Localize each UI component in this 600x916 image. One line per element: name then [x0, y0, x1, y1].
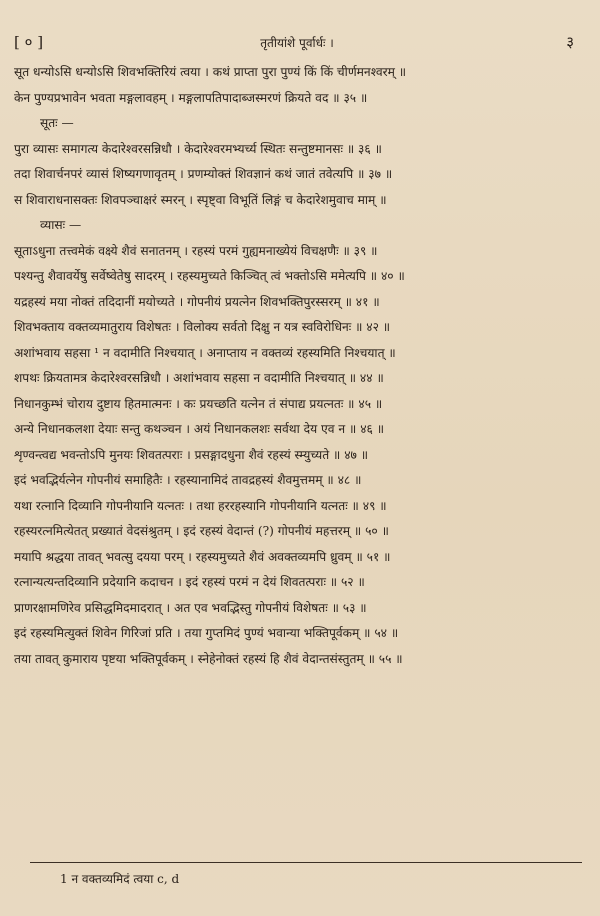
- verse-line: इदं रहस्यमित्युक्तं शिवेन गिरिजां प्रति । तया गुप्तमिदं पुण्यं भवान्या भक्तिपूर्वकम् ॥ ५४ ॥: [14, 626, 399, 640]
- verse-line: मयापि श्रद्धया तावत् भवत्सु दयया परम् । रहस्यमुच्यते शैवं अवक्तव्यमपि ध्रुवम् ॥ ५१ ॥: [14, 549, 391, 564]
- verse-line: केन पुण्यप्रभावेन भवता मङ्गलावहम् । मङ्गलापतिपादाब्जस्मरणं क्रियते वद ॥ ३५ ॥: [14, 90, 368, 105]
- footnote-divider: [30, 862, 582, 863]
- verse-line: अशांभवाय सहसा ¹ न वदामीति निश्चयात् । अनाप्ताय न वक्तव्यं रहस्यमिति निश्चयात् ॥: [14, 345, 396, 360]
- verse-line: शपथः क्रियतामत्र केदारेश्वरसन्निधौ । अशांभवाय सहसा न वदामीति निश्चयात् ॥ ४४ ॥: [14, 371, 384, 385]
- speaker-label: व्यासः —: [40, 218, 82, 232]
- verse-line: यथा रत्नानि दिव्यानि गोपनीयानि यत्नतः । तथा हररहस्यानि गोपनीयानि यत्नतः ॥ ४९ ॥: [14, 498, 387, 513]
- verse-line: यद्रहस्यं मया नोक्तं तदिदानीं मयोच्यते । गोपनीयं प्रयत्नेन शिवभक्तिपुरस्सरम् ॥ ४१ ॥: [14, 294, 380, 309]
- verse-line: स शिवाराधनासक्तः शिवपञ्चाक्षरं स्मरन् । स्पृष्ट्वा विभूतिं लिङ्गं च केदारेशमुवाच माम् ॥: [14, 192, 387, 207]
- verse-line: पश्यन्तु शैवावर्येषु सर्वेष्वेतेषु सादरम् । रहस्यमुच्यते किञ्चित् त्वं भक्तोऽसि ममेत्यपि ॥ ४० ॥: [14, 269, 405, 283]
- verse-line: रत्नान्यत्यन्तदिव्यानि प्रदेयानि कदाचन । इदं रहस्यं परमं न देयं शिवतत्पराः ॥ ५२ ॥: [14, 575, 365, 589]
- speaker-label: सूतः —: [40, 116, 74, 130]
- verse-line: तया तावत् कुमाराय पृष्टया भक्तिपूर्वकम् । स्नेहेनोक्तं रहस्यं हि शैवं वेदान्तसंस्तुतम् ॥ ५५ ॥: [14, 651, 403, 666]
- verse-line: इदं भवद्भिर्यत्नेन गोपनीयं समाहितैः । रहस्यानामिदं तावद्रहस्यं शैवमुत्तमम् ॥ ४८ ॥: [14, 473, 362, 487]
- verse-line: अन्ये निधानकलशा देयाः सन्तु कथञ्चन । अयं निधानकलशः सर्वथा देय एव न ॥ ४६ ॥: [14, 422, 385, 436]
- verse-line: निधानकुम्भं चोराय दुष्टाय हितमात्मनः । कः प्रयच्छति यत्नेन तं संपाद्य प्रयत्नतः ॥ ४५ ॥: [14, 396, 383, 411]
- page-header: [14, 28, 580, 58]
- verse-line: सूत धन्योऽसि धन्योऽसि शिवभक्तिरियं त्वया । कथं प्राप्ता पुरा पुण्यं किं किं चीर्णमनश्वरम् ॥: [14, 65, 407, 79]
- verse-line: शिवभक्ताय वक्तव्यमातुराय विशेषतः । विलोक्य सर्वतो दिक्षु न यत्र स्वविरोधिनः ॥ ४२ ॥: [14, 320, 391, 334]
- verse-line: पुरा व्यासः समागत्य केदारेश्वरसन्निधौ । केदारेश्वरमभ्यर्च्य स्थितः सन्तुष्टमानसः ॥ ३६ ॥: [14, 141, 382, 156]
- footnote: 1 न वक्तव्यमिदं त्वया c, d: [60, 872, 180, 886]
- verse-line: सूताऽधुना तत्त्वमेकं वक्ष्ये शैवं सनातनम् । रहस्यं परमं गुह्यमनाख्येयं विचक्षणैः ॥ ३९ ॥: [14, 243, 378, 258]
- verse-line: रहस्यरत्नमित्येतत् प्रख्यातं वेदसंश्रुतम् । इदं रहस्यं वेदान्तं (?) गोपनीयं महत्तरम् ॥ ५० ॥: [14, 524, 389, 538]
- page-number: ३: [566, 33, 574, 51]
- verse-line: तदा शिवार्चनपरं व्यासं शिष्यगणावृतम् । प्रणम्योक्तं शिवज्ञानं कथं जातं तवेत्यपि ॥ ३७ ॥: [14, 167, 393, 181]
- page-marker-left: [ ० ]: [14, 33, 44, 51]
- verse-line: शृण्वन्त्वद्य भवन्तोऽपि मुनयः शिवतत्पराः । प्रसङ्गादधुना शैवं रहस्यं स्म्युच्यते ॥ ४७ ॥: [14, 447, 369, 462]
- running-title: तृतीयांशे पूर्वार्धः ।: [260, 36, 334, 50]
- sanskrit-text-body: [14, 60, 580, 672]
- verse-line: प्राणरक्षामणिरेव प्रसिद्धमिदमादरात् । अत एव भवद्भिस्तु गोपनीयं विशेषतः ॥ ५३ ॥: [14, 600, 367, 615]
